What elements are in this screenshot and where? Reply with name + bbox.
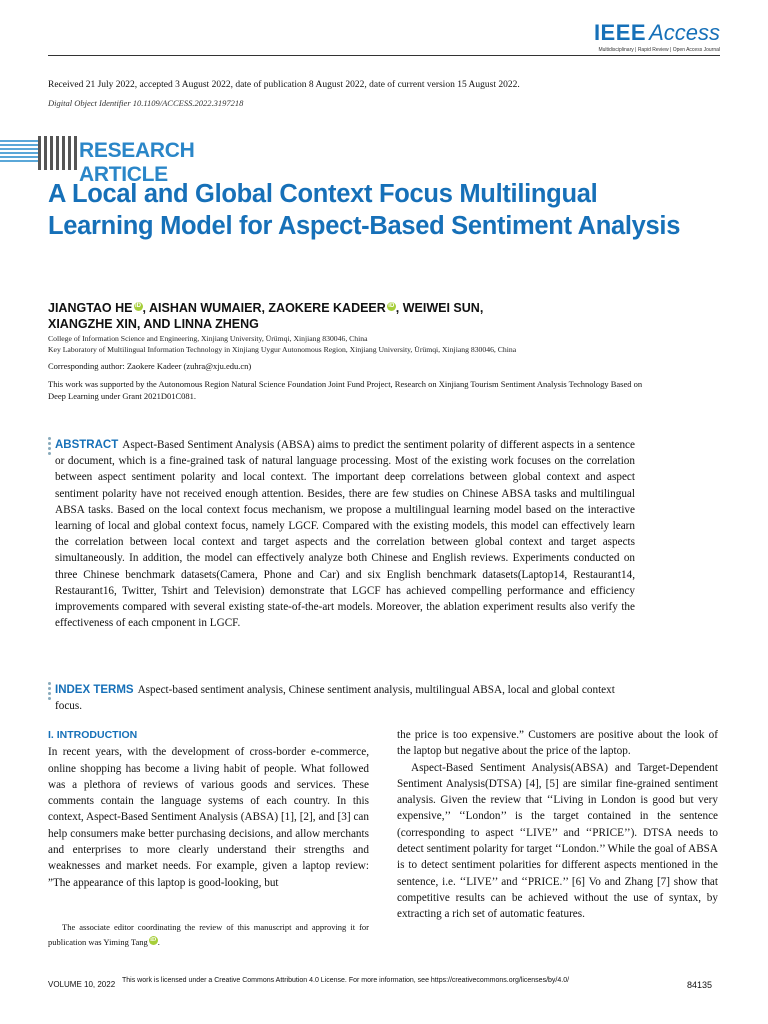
abstract — [55, 437, 635, 631]
index-terms — [55, 682, 635, 714]
corresponding-author: Corresponding author: Zaokere Kadeer (zuhra@xju.edu.cn) — [48, 361, 252, 371]
left-column — [48, 727, 369, 891]
footer-license[interactable]: This work is licensed under a Creative Commons Attribution 4.0 License. For more information, see https://creativecommons.org/licenses/by/4.0/ — [122, 977, 570, 984]
footer-volume: VOLUME 10, 2022 — [48, 980, 116, 989]
orcid-icon[interactable]: iD — [150, 937, 157, 944]
orcid-icon[interactable]: iD — [388, 302, 395, 309]
index-dots — [48, 682, 51, 702]
affiliations — [48, 333, 516, 355]
author-1: JIANGTAO HE — [48, 301, 133, 315]
abstract-label: ABSTRACT — [55, 439, 119, 451]
header-rule — [48, 55, 720, 56]
index-terms-text: Aspect-based sentiment analysis, Chinese sentiment analysis, multilingual ABSA, local and global context focus. — [55, 684, 615, 712]
logo-access: Access — [649, 20, 720, 45]
author-4: , WEIWEI SUN, — [395, 301, 484, 315]
intro-paragraph-continued: the price is too expensive.” Customers are positive about the look of the laptop but negative about the price of the laptop. — [397, 729, 718, 758]
index-terms-label: INDEX TERMS — [55, 684, 134, 696]
funding-statement: This work was supported by the Autonomous Region Natural Science Foundation Joint Fund Project, Research on Xinjiang Tourism Sentiment Analysis Technology Based on Deep Learning under Grant 2021D01C081. — [48, 379, 643, 401]
author-list — [48, 300, 688, 332]
paper-title: A Local and Global Context Focus Multilingual Learning Model for Aspect-Based Sentiment Analysis — [48, 180, 681, 240]
article-type-label: RESEARCH ARTICLE — [79, 139, 195, 186]
affiliation-2: Key Laboratory of Multilingual Information Technology in Xinjiang Uygur Autonomous Region, Xinjiang University, Ürümqi, Xinjiang 830046, China — [48, 345, 517, 354]
orcid-icon[interactable]: iD — [135, 302, 141, 309]
logo-ieee: IEEE — [593, 20, 647, 45]
logo-tagline: Multidisciplinary | Rapid Review | Open Access Journal — [598, 47, 720, 53]
author-2-3: , AISHAN WUMAIER, ZAOKERE KADEER — [142, 301, 386, 315]
section-heading: I. INTRODUCTION — [48, 729, 138, 741]
article-type-banner — [0, 136, 270, 186]
page-number: 84135 — [686, 980, 712, 990]
intro-paragraph-1: In recent years, with the development of cross-border e-commerce, online shopping has become a living habit of people. What followed was a plethora of reviews of various goods and services. These comments contain the language systems of each country. In this context, Aspect-Based Sentiment Analysis (ABSA) [1], [2], and [3] can help consumers make better purchasing decisions, and allow merchants and enterprises to more clearly understand their strengths and weaknesses and market needs. For example, given a laptop review: ”The appearance of this laptop is good-looking, but — [48, 746, 369, 889]
right-column — [397, 727, 718, 923]
banner-stripes — [0, 140, 38, 164]
abstract-dots — [48, 437, 51, 457]
received-dates: Received 21 July 2022, accepted 3 August 2022, date of publication 8 August 2022, date of current version 15 August 2022. — [48, 80, 520, 90]
doi-line: Digital Object Identifier 10.1109/ACCESS.2022.3197218 — [48, 98, 244, 108]
banner-bars — [38, 136, 77, 170]
footnote-end: . — [157, 937, 160, 947]
journal-logo — [594, 20, 720, 53]
author-line-2: XIANGZHE XIN, AND LINNA ZHENG — [48, 317, 259, 331]
editor-footnote — [48, 920, 369, 950]
affiliation-1: College of Information Science and Engineering, Xinjiang University, Ürümqi, Xinjiang 830046, China — [48, 334, 368, 343]
abstract-text: Aspect-Based Sentiment Analysis (ABSA) aims to predict the sentiment polarity of different aspects in a sentence or document, which is a fine-grained task of natural language processing. Most of the existing work focuses on the correlation between aspect sentiment polarity and local context. The important deep correlations between global context and aspect sentiment polarity have not received enough attention. Besides, there are few studies on Chinese ABSA tasks and multilingual ABSA tasks. Based on the local context focus mechanism, we propose a multilingual learning model based on the interactive learning of local and global context focus, namely LGCF. Compared with the existing models, this model can effectively learn the correlation between local context and target aspects and the correlation between global context and target aspects simultaneously. In addition, the model can effectively analyze both Chinese and English reviews. Experiments conducted on three Chinese benchmark datasets(Camera, Phone and Car) and six English benchmark datasets(Laptop14, Restaurant14, Restaurant16, Twitter, Tshirt and Television) demonstrate that LGCF has achieved compelling performance and efficiency improvements compared with several existing state-of-the-art models. Moreover, the ablation experiment results also verify the effectiveness of each cmponent in LGCF. — [55, 439, 635, 630]
intro-paragraph-2: Aspect-Based Sentiment Analysis(ABSA) and Target-Dependent Sentiment Analysis(DTSA) [4], [5] are similar fine-grained sentiment analysis. Given the review that ‘‘Living in London is good but very expensive,’’ ‘‘London’’ is the target contained in the sentence (corresponding to aspect ‘‘LIVE’’ and ‘‘PRICE’’). DTSA needs to detect sentiment polarity for target ‘‘London.’’ While the goal of ABSA is to detect sentiment polarities for different aspects mentioned in the sentence, i.e. ‘‘LIVE’’ and ‘‘PRICE.’’ [6] Vo and Zhang [7] show that competitive results can be achieved without the use of syntax, by extracting a rich set of automatic features. — [397, 761, 718, 921]
footnote-text: The associate editor coordinating the review of this manuscript and approving it for publication was Yiming Tang — [48, 922, 369, 947]
